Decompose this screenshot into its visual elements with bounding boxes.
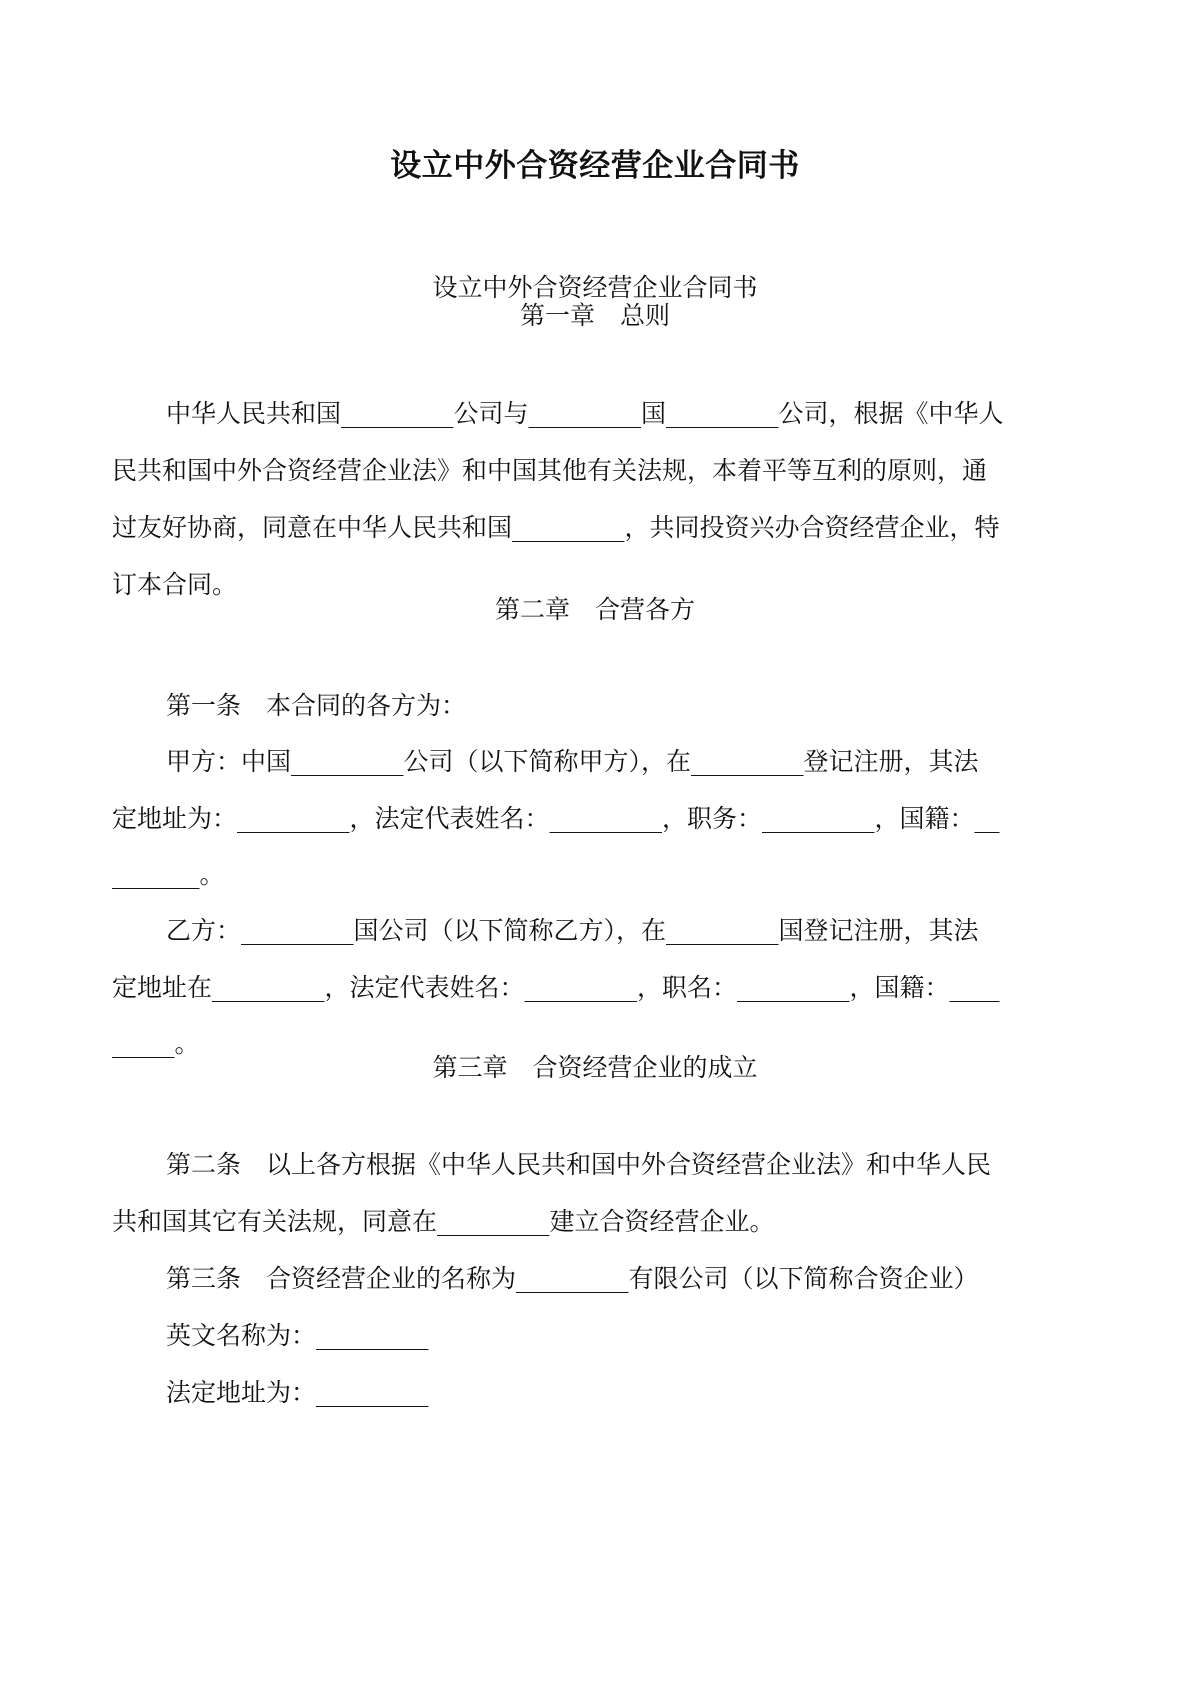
intro-line: 过友好协商，同意在中华人民共和国_________，共同投资兴办合资经营企业，特 bbox=[112, 513, 1000, 542]
intro-line: 民共和国中外合资经营企业法》和中国其他有关法规，本着平等互利的原则，通 bbox=[112, 456, 988, 485]
intro-line: 中华人民共和国_________公司与_________国_________公司，根据《中华人 bbox=[166, 399, 1004, 428]
document-title: 设立中外合资经营企业合同书 bbox=[390, 148, 800, 184]
article-1: 第一条 本合同的各方为： bbox=[166, 691, 467, 720]
english-name-line: 英文名称为：_________ bbox=[166, 1321, 429, 1350]
party-b-line: _____。 bbox=[112, 1029, 200, 1058]
party-b-line: 乙方：_________国公司（以下简称乙方），在_________国登记注册，其法 bbox=[166, 916, 979, 945]
chapter-heading-3: 第三章 合资经营企业的成立 bbox=[432, 1053, 758, 1082]
article-2-line: 共和国其它有关法规，同意在_________建立合资经营企业。 bbox=[112, 1207, 775, 1236]
article-3: 第三条 合资经营企业的名称为_________有限公司（以下简称合资企业） bbox=[166, 1264, 979, 1293]
chapter-heading-2: 第二章 合营各方 bbox=[494, 595, 695, 624]
party-a-line: 定地址为：_________，法定代表姓名：_________，职务：_________，国籍：__ bbox=[112, 804, 1000, 833]
party-b-line: 定地址在_________，法定代表姓名：_________，职名：_________，国籍：____ bbox=[112, 973, 1000, 1002]
party-a-line: _______。 bbox=[112, 860, 225, 889]
article-2-line: 第二条 以上各方根据《中华人民共和国中外合资经营企业法》和中华人民 bbox=[166, 1150, 992, 1179]
document-subtitle: 设立中外合资经营企业合同书 bbox=[432, 273, 758, 302]
chapter-heading-1: 第一章 总则 bbox=[519, 301, 670, 330]
legal-address-line: 法定地址为：_________ bbox=[166, 1378, 429, 1407]
intro-line: 订本合同。 bbox=[112, 570, 238, 599]
party-a-line: 甲方：中国_________公司（以下简称甲方），在_________登记注册，其法 bbox=[166, 747, 979, 776]
